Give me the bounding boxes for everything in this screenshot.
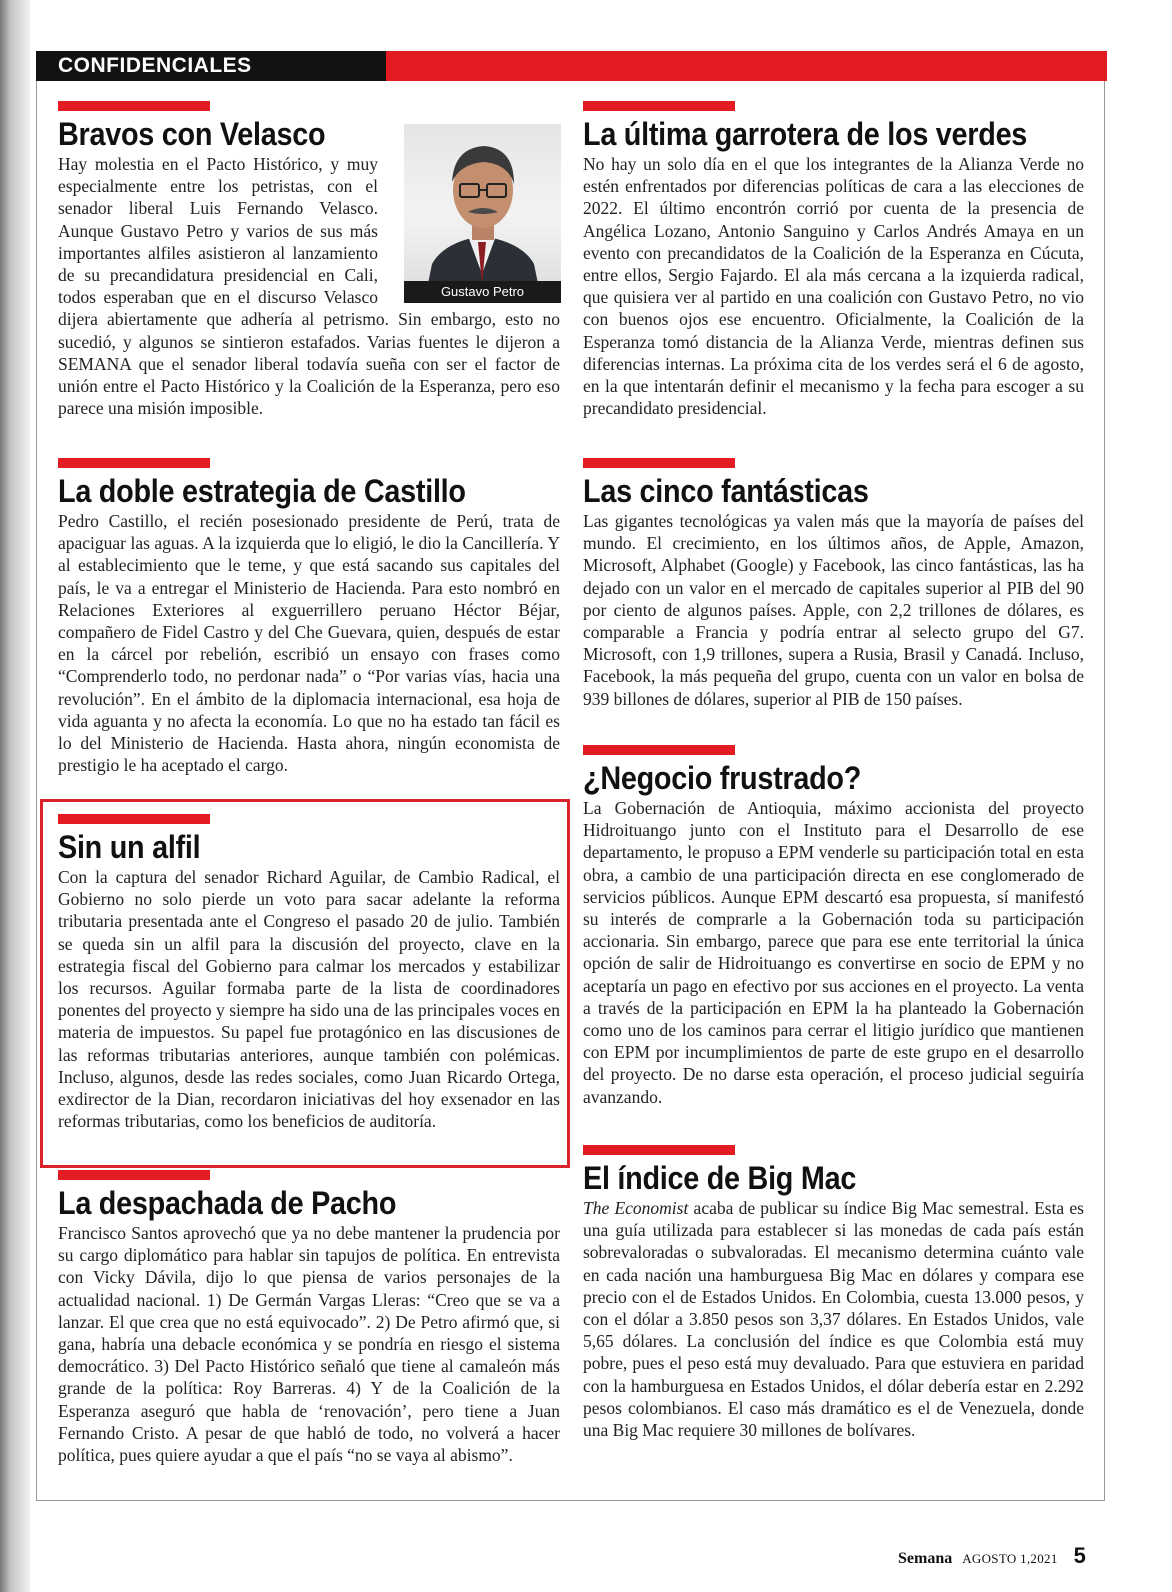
article-body: No hay un solo día en el que los integrantes de la Alianza Verde no estén enfrentados por diferencias políticas de cara a las elecciones de 2022. El último encontrón corrió por cuenta de la presencia de Angélica Lozano, Antonio Sanguino y Carlos Andrés Amaya en un evento con precandidatos de la Coalición de la Esperanza en Cúcuta, entre ellos, Sergio Fajardo. El ala más cercana a la izquierda radical, que quisiera ver al partido en una coalición con Gustavo Petro, no vio con buenos ojos ese encuentro. Oficialmente, la Coalición de la Esperanza tomó distancia de la Alianza Verde, mientras definen sus diferencias internas. La próxima cita de los verdes será el 6 de agosto, en la que intentarán definir el mecanismo y la fecha para escoger a su precandidato presidencial. bbox=[583, 154, 1084, 419]
article-body bbox=[583, 1197, 1084, 1441]
article-title: ¿Negocio frustrado? bbox=[583, 760, 862, 796]
article-indice-big-mac bbox=[583, 1145, 1084, 1495]
article-negocio-frustrado bbox=[583, 745, 1084, 1140]
article-body: Con la captura del senador Richard Aguilar, de Cambio Radical, el Gobierno no solo pierde un voto para sacar adelante la reforma tributaria presentada ante el Congreso el pasado 20 de julio. También se queda sin un alfil para la discusión del proyecto, clave en la estrategia fiscal del Gobierno para calmar los mercados y estabilizar los recursos. Aguilar formaba parte de la lista de coordinadores ponentes del proyecto y siempre ha sido una de las principales voces en materia de impuestos. Su papel fue protagónico en las discusiones de las reformas tributarias anteriores, aunque también con polémicas. Incluso, algunos, desde las redes sociales, como Juan Ricardo Ortega, exdirector de la Dian, recordaron iniciativas del hoy exsenador en las reformas tributarias, como los beneficios de auditoría. bbox=[58, 867, 560, 1132]
article-body-text: Hay molestia en el Pacto Histórico, y muy especialmente entre los petristas, con el senador liberal Luis Fernando Velasco. Aunque Gustavo Petro y varios de sus más importantes alfiles asistieron al lanzamiento de su precandidatura presidencial en Cali, todos esperaban que en el discurso Velasco dijera abiertamente que adhería al petrismo. Sin embargo, esto no sucedió, y algunos se sintieron estafados. Varias fuentes le dijeron a SEMANA que el senador liberal todavía sueña con ser el factor de unión entre el Pacto Histórico y la Coalición de la Esperanza, pero eso parece una misión imposible. bbox=[58, 154, 560, 419]
issue-date: AGOSTO 1,2021 bbox=[962, 1551, 1058, 1566]
article-body: Francisco Santos aprovechó que ya no debe mantener la prudencia por su cargo diplomático para hablar sin tapujos de política. En entrevista con Vicky Dávila, dijo lo que piensa de varios personajes de la actualidad nacional. 1) De Germán Vargas Lleras: “Creo que se va a lanzar. El que crea que no está equivocado”. 2) De Petro afirmó que, si gana, habría una debacle económica y se pondría en riesgo el sistema democrático. 3) Del Pacto Histórico señaló que tiene al camaleón más grande de la política: Roy Barreras. 4) Y de la Coalición de la Esperanza aseguró que habla de ‘renovación’, pero tiene a Juan Fernando Cristo. A pesar de que habló de todo, no volverá a hacer política, pues quiere ayudar a que el país “no se vaya al abismo”. bbox=[58, 1223, 560, 1466]
headline-accent-bar bbox=[583, 101, 735, 111]
article-despachada-de-pacho bbox=[58, 1170, 560, 1495]
article-doble-estrategia-castillo bbox=[58, 458, 560, 798]
headline-accent-bar bbox=[583, 1145, 735, 1155]
headline-accent-bar bbox=[583, 458, 735, 468]
article-title: La doble estrategia de Castillo bbox=[58, 473, 466, 509]
article-cinco-fantasticas bbox=[583, 458, 1084, 738]
headline-accent-bar bbox=[58, 1170, 210, 1180]
page-footer bbox=[898, 1543, 1086, 1569]
magazine-name: Semana bbox=[898, 1550, 953, 1567]
page-number: 5 bbox=[1073, 1543, 1086, 1568]
article-title: La despachada de Pacho bbox=[58, 1185, 397, 1221]
highlight-box bbox=[40, 799, 570, 1168]
article-title: Bravos con Velasco bbox=[58, 116, 326, 152]
article-title: Las cinco fantásticas bbox=[583, 473, 869, 509]
article-body: Pedro Castillo, el recién posesionado presidente de Perú, trata de apaciguar las aguas. A la izquierda que lo eligió, le dio la Cancillería. Y al establecimiento que le teme, y que está sacando sus capitales del país, le va a entregar el Ministerio de Hacienda. Para esto nombró en Relaciones Exteriores al exguerrillero peruano Héctor Béjar, compañero de Fidel Castro y del Che Guevara, quien, después de estar en la cárcel por rebelión, escribió un ensayo con frases como “Comprenderlo todo, no perdonar nada” o “Por varias vías, hacia una revolución”. En el ámbito de la diplomacia internacional, esa hoja de vida aguanta y no afecta la economía. Lo que no ha estado tan fácil es lo del Ministerio de Hacienda. Hasta ahora, ningún economista de prestigio le ha aceptado el cargo. bbox=[58, 511, 560, 776]
headline-accent-bar bbox=[58, 458, 210, 468]
portrait-photo bbox=[404, 124, 561, 303]
article-title: Sin un alfil bbox=[58, 829, 201, 865]
article-body: La Gobernación de Antioquia, máximo accionista del proyecto Hidroituango junto con el Instituto para el Desarrollo de ese departamento, le propuso a EPM venderle su participación total en esta obra, a cambio de una participación directa en ese conglomerado de servicios públicos. Aunque EPM descartó esa propuesta, sí manifestó su interés de comprarle a la Gobernación toda su participación accionaria. Sin embargo, parece que para ese ente territorial la única opción de salir de Hidroituango es convertirse en socio de EPM y no aceptaría un pago en efectivo por sus acciones en el proyecto. La venta a través de la participación en EPM la ha planteado la Gobernación como uno de los caminos para cerrar el litigio jurídico que mantienen con EPM por incumplimientos de parte de este grupo en el desarrollo del proyecto. De no darse esta operación, el proceso judicial seguiría avanzando. bbox=[583, 798, 1084, 1107]
section-header bbox=[36, 51, 1107, 81]
photo-caption: Gustavo Petro bbox=[404, 281, 561, 303]
page-binding-shadow bbox=[0, 0, 30, 1592]
headline-accent-bar bbox=[58, 101, 210, 111]
portrait-illustration bbox=[404, 124, 561, 303]
headline-accent-bar bbox=[583, 745, 735, 755]
section-label: CONFIDENCIALES bbox=[58, 54, 252, 77]
article-body-text: acaba de publicar su índice Big Mac semestral. Esta es una guía utilizada para establecer si las monedas de cada país están sobrevaloradas o subvaloradas. El mecanismo determina cuánto vale en cada nación una hamburguesa Big Mac en dólares y compara ese precio con el de Estados Unidos. En Colombia, cuesta 13.000 pesos, y con el dólar a 3.850 pesos son 3,37 dólares. En Estados Unidos, vale 5,65 dólares. La conclusión del índice es que Colombia está muy pobre, pues el peso está muy devaluado. Para que estuviera en paridad con la hamburguesa en Estados Unidos, el dólar debería estar en 2.292 pesos colombianos. El caso más dramático es el de Venezuela, donde una Big Mac requiere 30 millones de bolívares. bbox=[583, 1198, 1084, 1441]
article-title: El índice de Big Mac bbox=[583, 1160, 857, 1196]
article-title: La última garrotera de los verdes bbox=[583, 116, 1028, 152]
article-ultima-garrotera bbox=[583, 101, 1084, 446]
publication-name: The Economist bbox=[583, 1198, 689, 1218]
article-body: Las gigantes tecnológicas ya valen más que la mayoría de países del mundo. El crecimiento, en los últimos años, de Apple, Amazon, Microsoft, Alphabet (Google) y Facebook, las cinco fantásticas, las ha dejado con un valor en el mercado de capitales superior al PIB del 90 por ciento de algunos países. Apple, con 2,2 trillones de dólares, es comparable a Francia y podría entrar al selecto grupo del G7. Microsoft, con 1,9 trillones, supera a Rusia, Brasil y Canadá. Incluso, Facebook, la más pequeña del grupo, cuenta con un valor en bolsa de 939 billones de dólares, superior al PIB de 150 países. bbox=[583, 511, 1084, 709]
